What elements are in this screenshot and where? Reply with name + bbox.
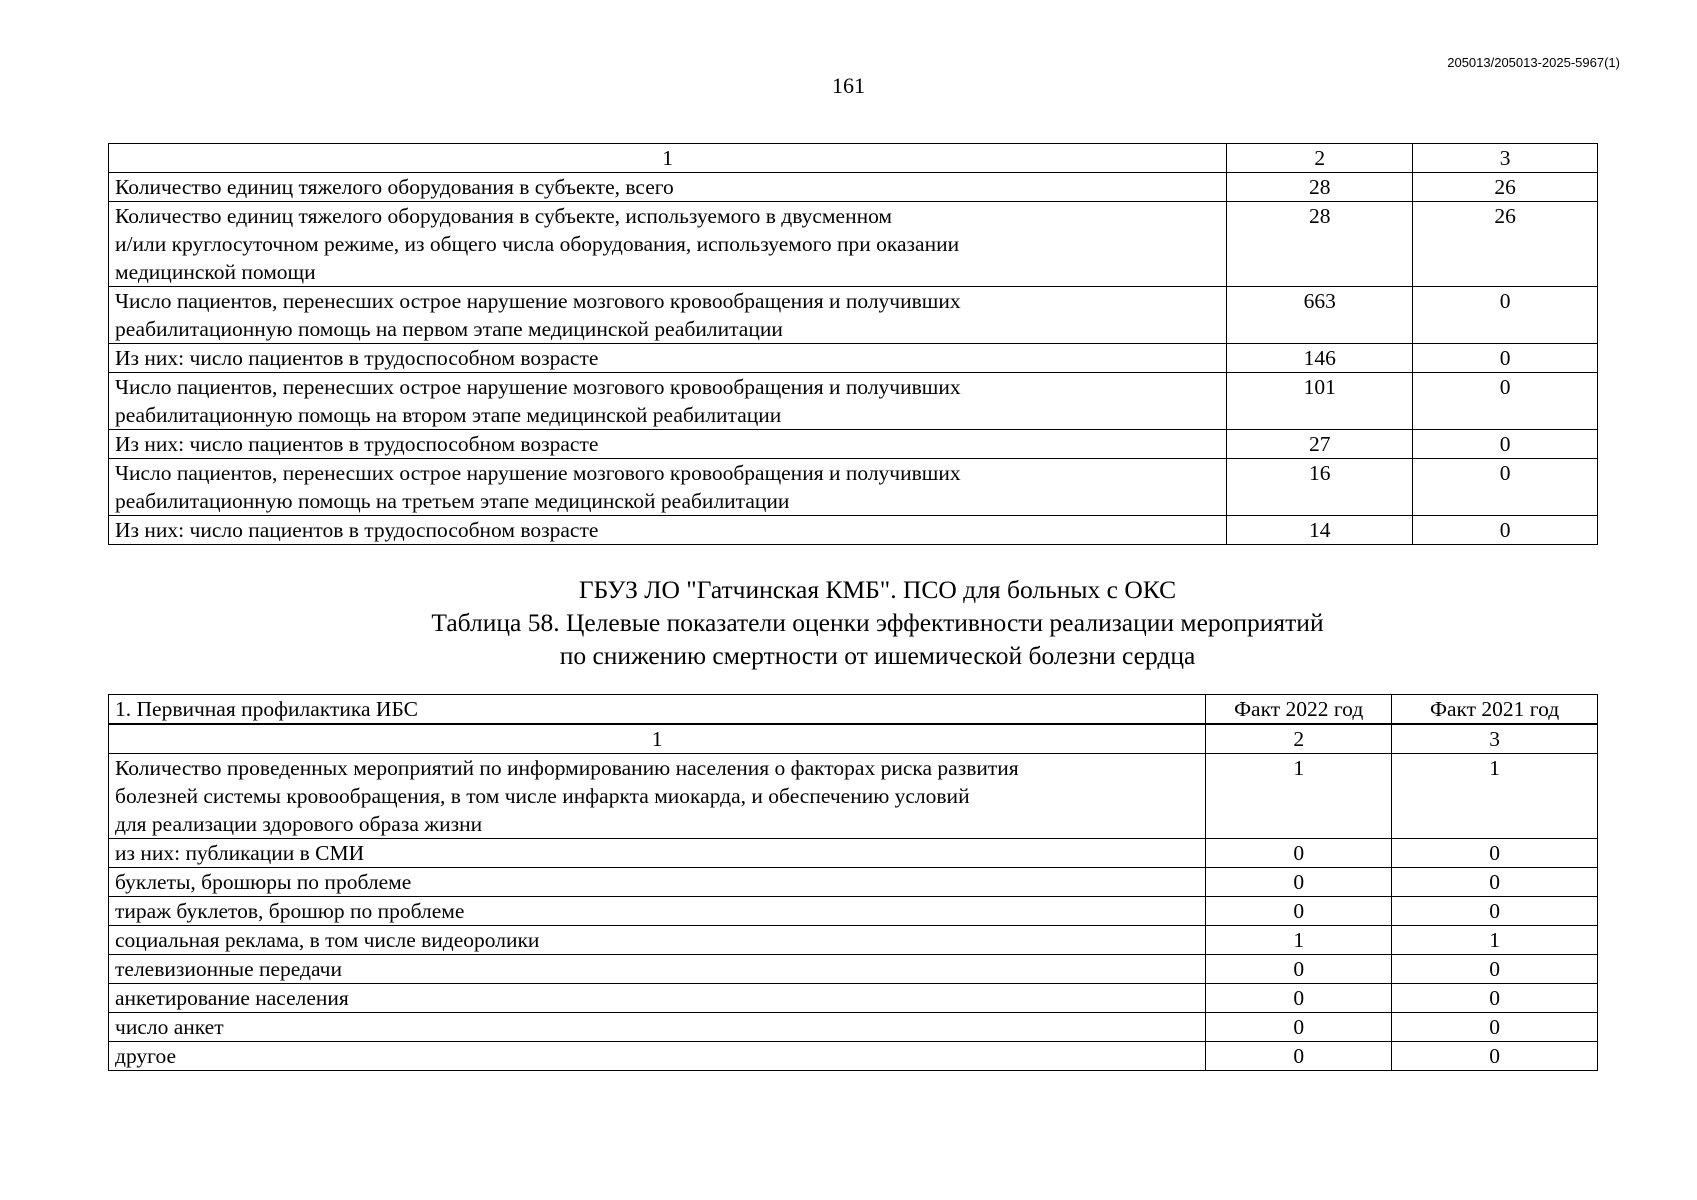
table-row — [109, 955, 1598, 984]
value-col-3: 26 — [1413, 202, 1598, 287]
table-row — [109, 202, 1598, 287]
header-cell: 3 — [1413, 144, 1598, 173]
header-cell: 2 — [1206, 725, 1392, 754]
value-col-2: 101 — [1227, 373, 1413, 430]
table-row — [109, 373, 1598, 430]
row-label: число анкет — [109, 1013, 1206, 1042]
title-line-3: по снижению смертности от ишемической болезни сердца — [559, 641, 1196, 670]
row-label: Количество единиц тяжелого оборудования в субъекте, всего — [109, 173, 1227, 202]
row-label: Из них: число пациентов в трудоспособном возрасте — [109, 344, 1227, 373]
value-col-3: 1 — [1392, 754, 1598, 839]
value-col-3: 0 — [1413, 430, 1598, 459]
table-row — [109, 430, 1598, 459]
table-row — [109, 344, 1598, 373]
value-col-3: 0 — [1413, 459, 1598, 516]
table-body — [109, 725, 1598, 1071]
table-row — [109, 839, 1598, 868]
value-col-3: 0 — [1413, 344, 1598, 373]
value-col-2: 0 — [1206, 897, 1392, 926]
table-row — [109, 984, 1598, 1013]
value-col-3: 0 — [1392, 897, 1598, 926]
table-row — [109, 754, 1598, 839]
header-cell: 1 — [109, 144, 1227, 173]
row-label: социальная реклама, в том числе видеоролики — [109, 926, 1206, 955]
row-label: буклеты, брошюры по проблеме — [109, 868, 1206, 897]
row-label: Количество проведенных мероприятий по информированию населения о факторах риска развития болезней системы кровообращения, в том числе инфаркта миокарда, и обеспечению условий для реализации здорового образа жизни — [109, 754, 1206, 839]
row-label: Число пациентов, перенесших острое нарушение мозгового кровообращения и получивших реабилитационную помощь на втором этапе медицинской реабилитации — [109, 373, 1227, 430]
table-58 — [108, 724, 1598, 1071]
value-col-3: 0 — [1392, 955, 1598, 984]
document-id: 205013/205013-2025-5967(1) — [1447, 55, 1620, 70]
row-label: Из них: число пациентов в трудоспособном возрасте — [109, 430, 1227, 459]
value-col-3: 26 — [1413, 173, 1598, 202]
value-col-3: 1 — [1392, 926, 1598, 955]
row-label: анкетирование населения — [109, 984, 1206, 1013]
row-label: телевизионные передачи — [109, 955, 1206, 984]
value-col-2: 0 — [1206, 955, 1392, 984]
value-col-3: 0 — [1392, 1042, 1598, 1071]
row-label: Число пациентов, перенесших острое нарушение мозгового кровообращения и получивших реабилитационную помощь на третьем этапе медицинской реабилитации — [109, 459, 1227, 516]
table-title — [0, 573, 1697, 672]
value-col-2: 0 — [1206, 1013, 1392, 1042]
table-58-section-header — [108, 694, 1598, 724]
row-label: другое — [109, 1042, 1206, 1071]
table-header-row — [109, 725, 1598, 754]
table-heavy-equipment — [108, 143, 1598, 545]
value-col-2: 1 — [1206, 754, 1392, 839]
value-col-3: 0 — [1413, 373, 1598, 430]
header-cell: 2 — [1227, 144, 1413, 173]
section-header-row — [109, 695, 1598, 724]
row-label: Количество единиц тяжелого оборудования в субъекте, используемого в двусменном и/или круглосуточном режиме, из общего числа оборудования, используемого при оказании медицинской помощи — [109, 202, 1227, 287]
value-col-3: 0 — [1413, 516, 1598, 545]
table-row — [109, 287, 1598, 344]
table-header-row — [109, 144, 1598, 173]
header-cell: 1 — [109, 725, 1206, 754]
table-row — [109, 516, 1598, 545]
value-col-2: 663 — [1227, 287, 1413, 344]
table-row — [109, 926, 1598, 955]
value-col-3: 0 — [1413, 287, 1598, 344]
row-label: Из них: число пациентов в трудоспособном возрасте — [109, 516, 1227, 545]
value-col-2: 1 — [1206, 926, 1392, 955]
page-number: 161 — [832, 73, 865, 98]
table-row — [109, 1042, 1598, 1071]
value-col-3: 0 — [1392, 839, 1598, 868]
table-row — [109, 459, 1598, 516]
value-col-2: 28 — [1227, 202, 1413, 287]
value-col-2: 0 — [1206, 1042, 1392, 1071]
column-fact-2022: Факт 2022 год — [1206, 695, 1392, 724]
table-row — [109, 897, 1598, 926]
value-col-2: 28 — [1227, 173, 1413, 202]
column-fact-2021: Факт 2021 год — [1392, 695, 1598, 724]
table-row — [109, 1013, 1598, 1042]
row-label: тираж буклетов, брошюр по проблеме — [109, 897, 1206, 926]
value-col-3: 0 — [1392, 984, 1598, 1013]
table-row — [109, 868, 1598, 897]
row-label: Число пациентов, перенесших острое нарушение мозгового кровообращения и получивших реабилитационную помощь на первом этапе медицинской реабилитации — [109, 287, 1227, 344]
section-title: 1. Первичная профилактика ИБС — [109, 695, 1206, 724]
value-col-2: 0 — [1206, 984, 1392, 1013]
table-body — [109, 144, 1598, 545]
table-row — [109, 173, 1598, 202]
header-cell: 3 — [1392, 725, 1598, 754]
value-col-3: 0 — [1392, 1013, 1598, 1042]
row-label: из них: публикации в СМИ — [109, 839, 1206, 868]
value-col-2: 0 — [1206, 868, 1392, 897]
value-col-2: 0 — [1206, 839, 1392, 868]
value-col-2: 27 — [1227, 430, 1413, 459]
value-col-2: 16 — [1227, 459, 1413, 516]
title-line-2: Таблица 58. Целевые показатели оценки эффективности реализации мероприятий — [431, 608, 1324, 637]
value-col-2: 14 — [1227, 516, 1413, 545]
value-col-2: 146 — [1227, 344, 1413, 373]
value-col-3: 0 — [1392, 868, 1598, 897]
title-line-1: ГБУЗ ЛО "Гатчинская КМБ". ПСО для больных с ОКС — [578, 575, 1177, 604]
